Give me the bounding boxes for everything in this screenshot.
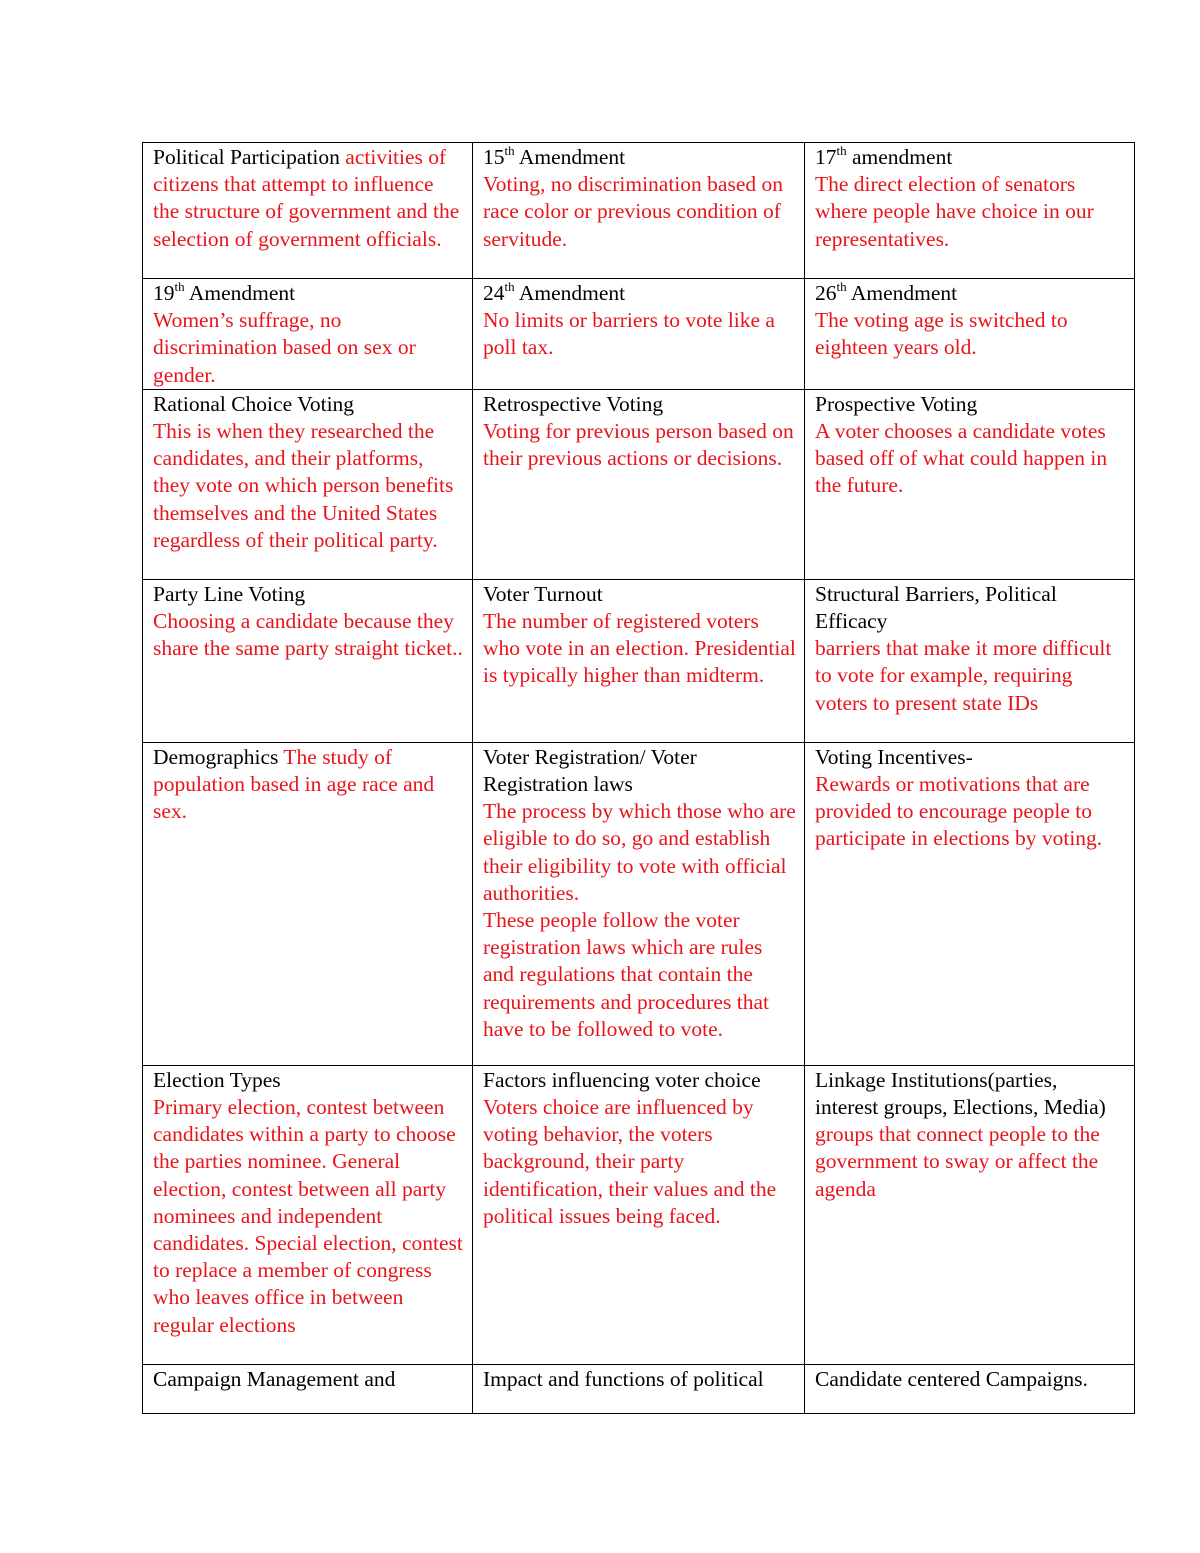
cell-15th-amendment: [473, 143, 805, 279]
table-row: [143, 279, 1135, 390]
cell-campaign-management: [143, 1364, 473, 1413]
term: Structural Barriers, Political Efficacy: [815, 581, 1057, 634]
definition: The study of population based in age race and sex.: [153, 744, 435, 824]
definition: A voter chooses a candidate votes based off of what could happen in the future.: [815, 419, 1108, 498]
cell-retrospective-voting: [473, 389, 805, 579]
term: Political Participation: [153, 145, 340, 169]
cell-rational-choice-voting: [143, 389, 473, 579]
vocabulary-table: [142, 142, 1135, 1414]
term: Rational Choice Voting: [153, 391, 355, 416]
term: 15th Amendment: [483, 142, 626, 169]
cell-candidate-centered-campaigns: [805, 1364, 1135, 1413]
term: Election Types: [153, 1067, 281, 1092]
cell-demographics: [143, 742, 473, 1065]
term: Voting Incentives-: [815, 744, 973, 769]
term: Voter Registration/ Voter Registration laws: [483, 744, 697, 797]
cell-political-participation: [143, 143, 473, 279]
term: Impact and functions of political: [483, 1366, 764, 1391]
definition: activities of citizens that attempt to influence the structure of government and the selection of government officials.: [153, 145, 460, 251]
term: Retrospective Voting: [483, 391, 664, 416]
table-row: [143, 389, 1135, 579]
definition: These people follow the voter registration laws which are rules and regulations that contain the requirements and procedures that have to be followed to vote.: [483, 908, 769, 1041]
definition: barriers that make it more difficult to vote for example, requiring voters to present state IDs: [815, 636, 1112, 715]
term: 26th Amendment: [815, 278, 958, 305]
term: Factors influencing voter choice: [483, 1067, 761, 1092]
definition: The voting age is switched to eighteen years old.: [815, 308, 1068, 360]
cell-voter-turnout: [473, 579, 805, 742]
table-row: [143, 579, 1135, 742]
term: Demographics: [153, 744, 279, 769]
cell-17th-amendment: [805, 143, 1135, 279]
term: Candidate centered Campaigns.: [815, 1366, 1088, 1391]
cell-linkage-institutions: [805, 1065, 1135, 1364]
term: 17th amendment: [815, 142, 953, 169]
cell-election-types: [143, 1065, 473, 1364]
definition: This is when they researched the candidates, and their platforms, they vote on which person benefits themselves and the United States regardless of their political party.: [153, 419, 454, 552]
table-row: [143, 1364, 1135, 1413]
term: Linkage Institutions(parties, interest groups, Elections, Media): [815, 1067, 1106, 1120]
definition: The process by which those who are eligible to do so, go and establish their eligibility to vote with official authorities.: [483, 799, 796, 905]
cell-24th-amendment: [473, 279, 805, 390]
definition: The direct election of senators where people have choice in our representatives.: [815, 172, 1094, 251]
definition: Primary election, contest between candidates within a party to choose the parties nominee. General election, contest between all party nominees and independent candidates. Special election, contest to replace a member of congress who leaves office in between regular elections: [153, 1095, 463, 1337]
term: Prospective Voting: [815, 391, 978, 416]
definition: No limits or barriers to vote like a poll tax.: [483, 308, 775, 360]
table-row: [143, 1065, 1135, 1364]
definition: Choosing a candidate because they share the same party straight ticket..: [153, 609, 463, 661]
cell-19th-amendment: [143, 279, 473, 390]
definition: Voters choice are influenced by voting behavior, the voters background, their party identification, their values and the political issues being faced.: [483, 1095, 777, 1228]
term: Party Line Voting: [153, 581, 306, 606]
term: Voter Turnout: [483, 581, 603, 606]
cell-factors-voter-choice: [473, 1065, 805, 1364]
cell-voting-incentives: [805, 742, 1135, 1065]
table-row: [143, 742, 1135, 1065]
cell-impact-functions: [473, 1364, 805, 1413]
cell-voter-registration: [473, 742, 805, 1065]
definition: The number of registered voters who vote in an election. Presidential is typically higher than midterm.: [483, 609, 796, 688]
cell-structural-barriers: [805, 579, 1135, 742]
definition: Voting, no discrimination based on race color or previous condition of servitude.: [483, 172, 783, 251]
definition: Women’s suffrage, no discrimination based on sex or gender.: [153, 308, 416, 387]
table-row: [143, 143, 1135, 279]
definition: Rewards or motivations that are provided to encourage people to participate in elections by voting.: [815, 772, 1103, 851]
term: Campaign Management and: [153, 1366, 396, 1391]
cell-26th-amendment: [805, 279, 1135, 390]
cell-prospective-voting: [805, 389, 1135, 579]
term: 19th Amendment: [153, 278, 296, 305]
cell-party-line-voting: [143, 579, 473, 742]
definition: Voting for previous person based on their previous actions or decisions.: [483, 419, 794, 471]
term: 24th Amendment: [483, 278, 626, 305]
definition: groups that connect people to the government to sway or affect the agenda: [815, 1122, 1100, 1201]
